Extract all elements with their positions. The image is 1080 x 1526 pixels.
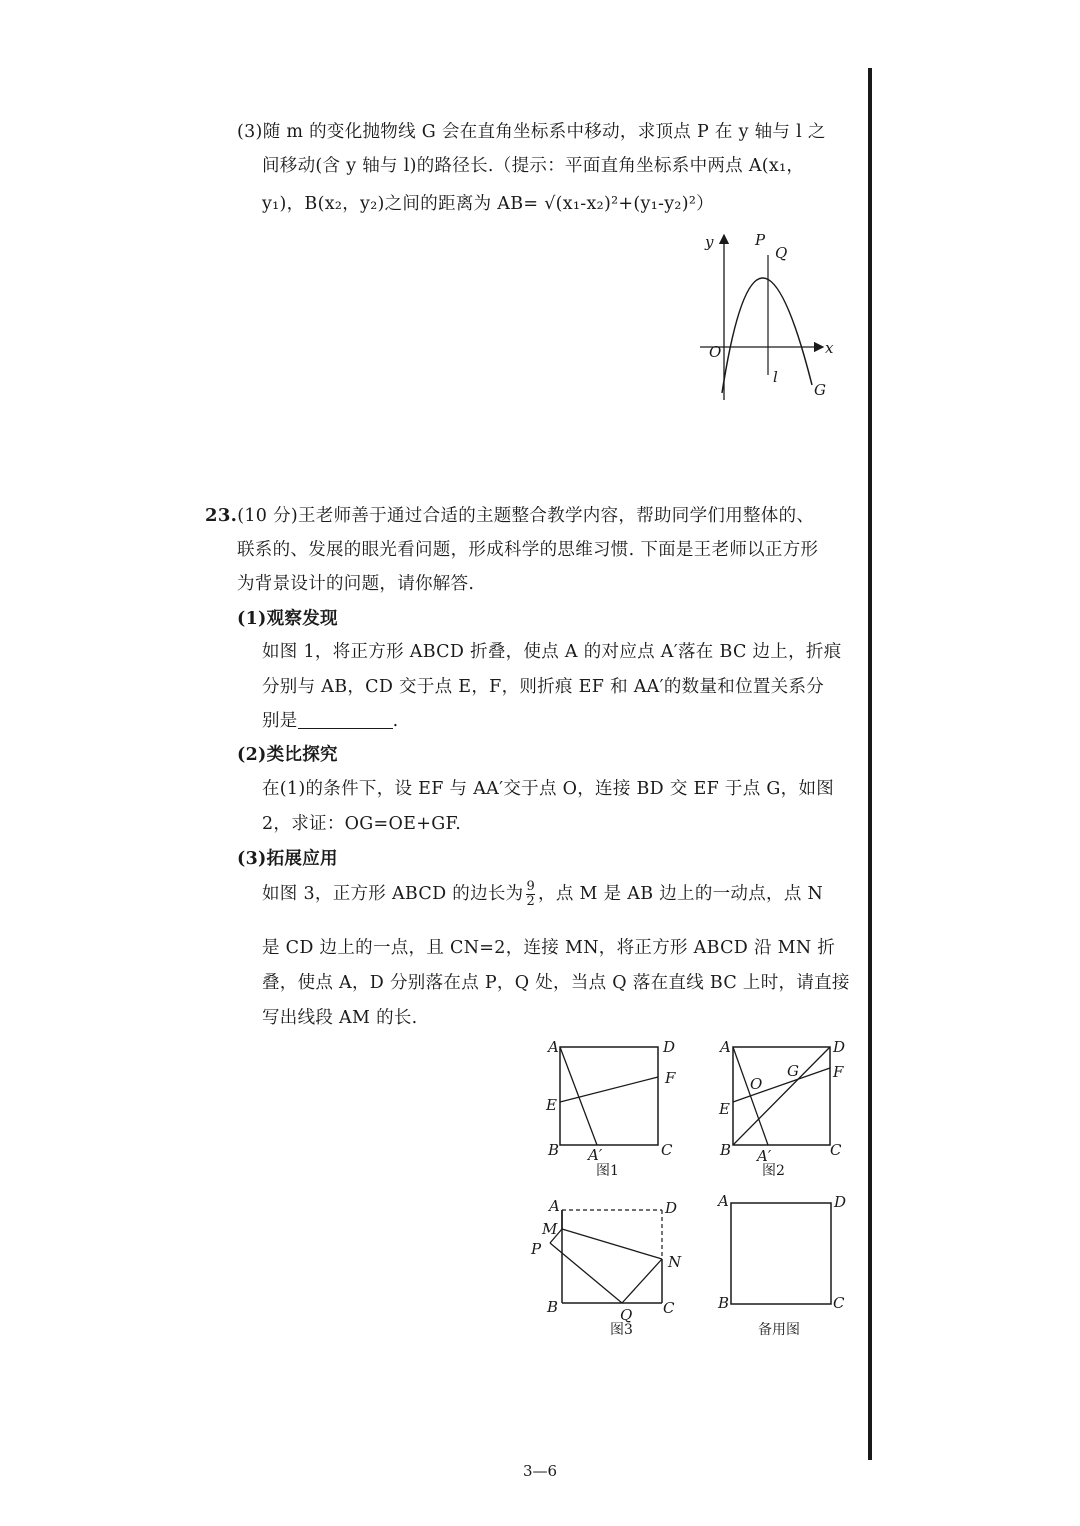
svg-text:G: G: [787, 1062, 799, 1080]
svg-text:A: A: [718, 1192, 729, 1210]
svg-text:图3: 图3: [610, 1322, 633, 1338]
label-y: y: [705, 233, 714, 251]
svg-text:N: N: [668, 1253, 682, 1271]
q23-part1-line1: 如图 1，将正方形 ABCD 折叠，使点 A 的对应点 A′落在 BC 边上，折痕: [262, 642, 842, 662]
label-x: x: [825, 339, 834, 357]
q23-intro-line2: 联系的、发展的眼光看问题，形成科学的思维习惯. 下面是王老师以正方形: [237, 540, 819, 560]
svg-text:B: B: [718, 1294, 730, 1312]
figure-2: [712, 1035, 862, 1185]
parabola-graph: [695, 225, 845, 405]
q23-part3-line1: 如图 3，正方形 ABCD 的边长为 $\frac{9}{2}$ ，点 M 是 AB 边上的一动点，点 N: [262, 879, 824, 909]
figure-1: [540, 1035, 690, 1185]
q23-part3-line3: 叠，使点 A，D 分别落在点 P，Q 处，当点 Q 落在直线 BC 上时，请直接: [262, 973, 850, 993]
svg-text:E: E: [719, 1100, 730, 1118]
svg-text:C: C: [833, 1294, 845, 1312]
svg-text:C: C: [661, 1141, 673, 1159]
q22-part3-line3: y₁)，B(x₂，y₂)之间的距离为 AB= √(x₁-x₂)²+(y₁-y₂)²）: [262, 194, 714, 214]
svg-text:P: P: [531, 1240, 542, 1258]
q23-part2-line1: 在(1)的条件下，设 EF 与 AA′交于点 O，连接 BD 交 EF 于点 G，如图: [262, 779, 835, 799]
q23-part2-line2: 2，求证：OG=OE+GF.: [262, 814, 462, 834]
svg-text:Q: Q: [620, 1306, 633, 1324]
q23-intro-line3: 为背景设计的问题，请你解答.: [237, 574, 475, 594]
q22-part3-line2: 间移动(含 y 轴与 l)的路径长.（提示：平面直角坐标系中两点 A(x₁，: [262, 156, 805, 176]
svg-text:C: C: [830, 1141, 842, 1159]
svg-text:E: E: [546, 1096, 557, 1114]
svg-text:C: C: [663, 1299, 675, 1317]
q23-part3-heading: (3)拓展应用: [237, 849, 338, 869]
label-l: l: [773, 368, 778, 386]
svg-text:A′: A′: [588, 1146, 603, 1164]
svg-text:D: D: [665, 1199, 678, 1217]
svg-text:O: O: [750, 1075, 763, 1093]
svg-text:D: D: [663, 1038, 676, 1056]
q23-part3-line2: 是 CD 边上的一点，且 CN=2，连接 MN，将正方形 ABCD 沿 MN 折: [262, 938, 836, 958]
q23-part1-line3: 别是 .: [262, 711, 399, 731]
q22-part3-line1: (3)随 m 的变化抛物线 G 会在直角坐标系中移动，求顶点 P 在 y 轴与 l 之: [237, 122, 826, 142]
svg-text:B: B: [720, 1141, 732, 1159]
answer-blank[interactable]: [298, 710, 393, 729]
svg-text:F: F: [833, 1063, 844, 1081]
svg-text:B: B: [548, 1141, 560, 1159]
figure-backup: [708, 1190, 858, 1350]
q23-part1-line2: 分别与 AB，CD 交于点 E，F，则折痕 EF 和 AA′的数量和位置关系分: [262, 677, 825, 697]
label-g: G: [814, 381, 826, 399]
margin-rule: [868, 68, 872, 1460]
svg-text:图2: 图2: [762, 1163, 785, 1179]
parabola-curve: [722, 278, 812, 393]
q23-part1-heading: (1)观察发现: [237, 609, 338, 629]
svg-text:A: A: [549, 1197, 560, 1215]
q23-part2-heading: (2)类比探究: [237, 745, 338, 765]
svg-text:备用图: 备用图: [758, 1322, 800, 1338]
svg-text:B: B: [547, 1298, 559, 1316]
svg-text:D: D: [833, 1038, 846, 1056]
label-q: Q: [775, 244, 788, 262]
svg-text:A′: A′: [757, 1147, 772, 1165]
svg-text:F: F: [665, 1069, 676, 1087]
figure-3: [528, 1193, 693, 1348]
label-p: P: [755, 231, 766, 249]
fraction-nine-halves: $\frac{9}{2}$: [526, 879, 536, 909]
svg-text:M: M: [542, 1220, 558, 1238]
page-number: 3—6: [522, 1462, 558, 1480]
label-o: O: [709, 343, 722, 361]
q23-number: 23.: [205, 505, 238, 526]
q23-part3-line4: 写出线段 AM 的长.: [262, 1008, 418, 1028]
svg-text:图1: 图1: [596, 1163, 619, 1179]
svg-text:A: A: [548, 1038, 559, 1056]
svg-text:A: A: [720, 1038, 731, 1056]
svg-text:D: D: [834, 1193, 847, 1211]
q23-intro-line1: 23.(10 分)王老师善于通过合适的主题整合教学内容，帮助同学们用整体的、: [205, 505, 815, 526]
